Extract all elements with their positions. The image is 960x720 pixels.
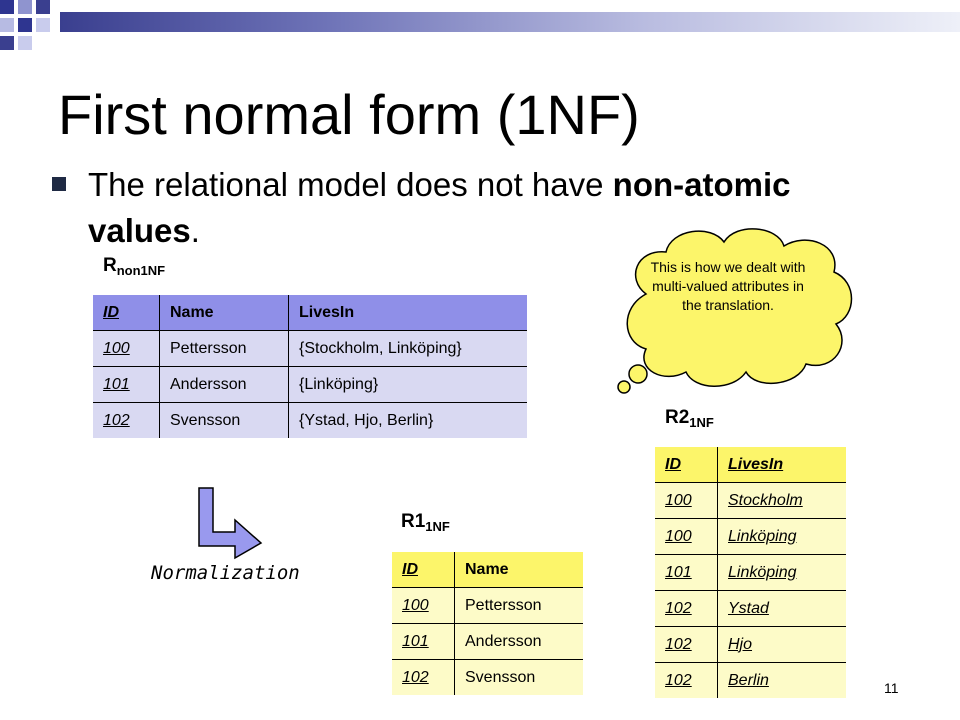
normalization-arrow-icon bbox=[197, 486, 265, 560]
bullet-marker bbox=[52, 177, 66, 191]
r-non1nf-table bbox=[93, 295, 527, 438]
table-row: 100 Pettersson bbox=[392, 588, 583, 624]
table-row: 102 Svensson bbox=[392, 660, 583, 696]
bullet-bold-text: non-atomic values bbox=[88, 166, 791, 249]
r1-1nf-table bbox=[392, 552, 583, 695]
header-gradient-bar bbox=[60, 12, 960, 32]
table-row: 102 Svensson {Ystad, Hjo, Berlin} bbox=[93, 403, 527, 439]
r-non1nf-label: $R_{non1NF}$ bbox=[103, 255, 166, 278]
r1-1nf-label: $R1_{1NF}$ bbox=[401, 511, 450, 534]
table-row: 101 Linköping bbox=[655, 555, 846, 591]
slide-title: First normal form (1NF) bbox=[58, 83, 640, 146]
table-row: 100 Linköping bbox=[655, 519, 846, 555]
table-row: 100 Stockholm bbox=[655, 483, 846, 519]
table-row: 102 Berlin bbox=[655, 663, 846, 699]
r2-1nf-table bbox=[655, 447, 846, 698]
normalization-label: Normalization bbox=[151, 562, 300, 584]
table-row: 101 Andersson bbox=[392, 624, 583, 660]
table-header-row: ID LivesIn bbox=[655, 447, 846, 483]
bullet-text: The relational model does not have non-atomic values. bbox=[88, 166, 791, 249]
table-row: 102 Ystad bbox=[655, 591, 846, 627]
table-row: 102 Hjo bbox=[655, 627, 846, 663]
r2-1nf-label: $R2_{1NF}$ bbox=[665, 407, 714, 430]
table-header-row: ID Name bbox=[392, 552, 583, 588]
cloud-note: This is how we dealt with multi-valued attributes in the translation. bbox=[650, 259, 806, 313]
table-header-row: ID Name LivesIn bbox=[93, 295, 527, 331]
table-row: 101 Andersson {Linköping} bbox=[93, 367, 527, 403]
page-number: 11 bbox=[884, 680, 899, 696]
table-row: 100 Pettersson {Stockholm, Linköping} bbox=[93, 331, 527, 367]
